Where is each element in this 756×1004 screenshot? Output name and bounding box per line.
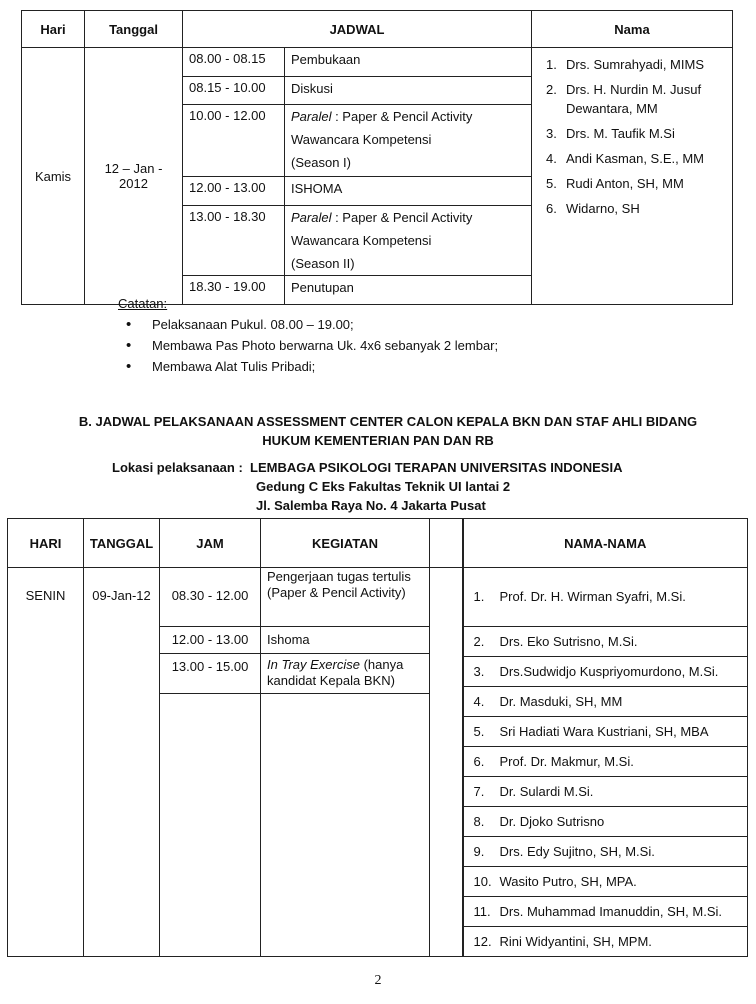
- kegiatan-line: Wawancara Kompetensi: [291, 233, 432, 248]
- jam-cell: 08.15 - 10.00: [183, 77, 285, 105]
- location-line: [112, 458, 622, 477]
- list-number: 2.: [473, 634, 485, 649]
- list-item: [464, 627, 748, 657]
- header-hari: HARI: [8, 519, 84, 568]
- jam-cell: 12.00 - 13.00: [160, 626, 261, 653]
- person-name: Wasito Putro, SH, MPA.: [499, 874, 637, 889]
- header-jam: JAM: [160, 519, 261, 568]
- list-number: 10.: [473, 874, 492, 889]
- section-title-line: B. JADWAL PELAKSANAAN ASSESSMENT CENTER CALON KEPALA BKN DAN STAF AHLI BIDANG: [78, 414, 698, 429]
- empty-cell: [160, 693, 261, 956]
- header-nama: Nama: [532, 11, 733, 48]
- notes-section: [118, 293, 498, 377]
- kegiatan-line: [291, 206, 525, 229]
- spacer-cell: [430, 568, 463, 957]
- page-number: 2: [374, 973, 382, 988]
- kegiatan-cell: Ishoma: [261, 626, 430, 653]
- location-label: Lokasi pelaksanaan :: [112, 460, 243, 475]
- person-name: Andi Kasman, S.E., MM: [566, 151, 705, 166]
- kegiatan-line: (Season I): [291, 155, 351, 170]
- nama-cell: [532, 48, 733, 305]
- table-row: [22, 48, 733, 77]
- header-jadwal: JADWAL: [183, 11, 532, 48]
- person-name: Drs. Sumrahyadi, MIMS: [566, 57, 704, 72]
- person-name: Dr. Djoko Sutrisno: [499, 814, 605, 829]
- kegiatan-cell: [285, 177, 532, 206]
- list-number: 2.: [546, 82, 557, 97]
- list-number: 4.: [473, 694, 485, 709]
- jam-cell: 13.00 - 15.00: [160, 654, 261, 694]
- person-name: Drs. Eko Sutrisno, M.Si.: [499, 634, 638, 649]
- list-item: [464, 807, 748, 837]
- list-number: 5.: [473, 724, 485, 739]
- kegiatan-line: [291, 105, 525, 128]
- kegiatan-text: : Paper & Pencil Activity: [331, 109, 473, 124]
- person-name: Sri Hadiati Wara Kustriani, SH, MBA: [499, 724, 709, 739]
- person-name: Dr. Sulardi M.Si.: [499, 784, 594, 799]
- list-number: 9.: [473, 844, 485, 859]
- list-number: 6.: [473, 754, 485, 769]
- kegiatan-cell: [285, 48, 532, 77]
- list-item: [464, 717, 748, 747]
- person-name: Prof. Dr. H. Wirman Syafri, M.Si.: [499, 589, 686, 604]
- empty-cell: [261, 693, 430, 956]
- kegiatan-line: (Season II): [291, 256, 355, 271]
- list-item: [546, 174, 726, 193]
- person-name: Widarno, SH: [566, 201, 640, 216]
- notes-list: [118, 314, 498, 377]
- person-name: Drs. Edy Sujitno, SH, M.Si.: [499, 844, 655, 859]
- nama-list: [538, 48, 726, 218]
- kegiatan-cell: [285, 206, 532, 276]
- list-item: [546, 124, 726, 143]
- list-item: [546, 55, 726, 74]
- jam-cell: 10.00 - 12.00: [183, 105, 285, 177]
- list-item: [464, 897, 748, 927]
- header-hari: Hari: [22, 11, 85, 48]
- tanggal-cell: 12 – Jan - 2012: [85, 48, 183, 305]
- section-b-heading: [0, 412, 756, 450]
- list-item: • Membawa Pas Photo berwarna Uk. 4x6 sebanyak 2 lembar;: [152, 335, 498, 356]
- kegiatan-text: Penutupan: [291, 280, 354, 295]
- list-number: 5.: [546, 176, 557, 191]
- kegiatan-cell: [285, 105, 532, 177]
- list-number: 1.: [546, 57, 557, 72]
- person-name: Drs. M. Taufik M.Si: [566, 126, 675, 141]
- list-item: [464, 687, 748, 717]
- kegiatan-line: Wawancara Kompetensi: [291, 132, 432, 147]
- location-block: [112, 458, 622, 515]
- list-item: [464, 867, 748, 897]
- list-item: [464, 568, 748, 627]
- list-item: [464, 927, 748, 956]
- table-header-row: [22, 11, 733, 48]
- person-name: Drs. H. Nurdin M. Jusuf Dewantara, MM: [566, 82, 702, 116]
- header-spacer: [430, 519, 463, 568]
- list-number: 8.: [473, 814, 485, 829]
- kegiatan-prefix: Paralel: [291, 109, 332, 124]
- person-name: Rudi Anton, SH, MM: [566, 176, 684, 191]
- kegiatan-text: (hanya kandidat Kepala BKN): [267, 657, 404, 689]
- list-number: 3.: [546, 126, 557, 141]
- kegiatan-cell: Pengerjaan tugas tertulis (Paper & Pencil Activity): [261, 568, 430, 627]
- header-kegiatan: KEGIATAN: [261, 519, 430, 568]
- list-number: 4.: [546, 151, 557, 166]
- header-nama: NAMA-NAMA: [463, 519, 748, 568]
- header-tanggal: TANGGAL: [84, 519, 160, 568]
- person-name: Drs. Muhammad Imanuddin, SH, M.Si.: [499, 904, 723, 919]
- list-number: 11.: [473, 904, 491, 919]
- schedule-table-kamis: [21, 10, 733, 305]
- location-line: Jl. Salemba Raya No. 4 Jakarta Pusat: [256, 498, 486, 513]
- hari-cell: Kamis: [22, 48, 85, 305]
- header-tanggal: Tanggal: [85, 11, 183, 48]
- nama-cell: [463, 568, 748, 957]
- list-number: 12.: [473, 934, 492, 949]
- jam-cell: 08.00 - 08.15: [183, 48, 285, 77]
- kegiatan-text: Pembukaan: [291, 52, 361, 67]
- list-item: [464, 657, 748, 687]
- tanggal-cell: 09-Jan-12: [84, 568, 160, 957]
- location-line: Gedung C Eks Fakultas Teknik UI lantai 2: [256, 479, 511, 494]
- kegiatan-text: Diskusi: [291, 81, 333, 96]
- list-item: [464, 837, 748, 867]
- kegiatan-text: : Paper & Pencil Activity: [331, 210, 473, 225]
- section-title-line: HUKUM KEMENTERIAN PAN DAN RB: [262, 433, 494, 448]
- list-number: 6.: [546, 201, 557, 216]
- list-item: [464, 747, 748, 777]
- notes-title: Catatan:: [118, 296, 168, 311]
- person-name: Dr. Masduki, SH, MM: [499, 694, 623, 709]
- jam-cell: 18.30 - 19.00: [183, 276, 285, 305]
- table-row: [8, 568, 748, 627]
- jam-cell: 08.30 - 12.00: [160, 568, 261, 627]
- list-item: [464, 777, 748, 807]
- kegiatan-text: ISHOMA: [291, 181, 343, 196]
- table-header-row: [8, 519, 748, 568]
- person-name: Drs.Sudwidjo Kuspriyomurdono, M.Si.: [499, 664, 719, 679]
- list-item: [546, 80, 726, 118]
- hari-cell: SENIN: [8, 568, 84, 957]
- list-item: • Membawa Alat Tulis Pribadi;: [152, 356, 498, 377]
- location-value: LEMBAGA PSIKOLOGI TERAPAN UNIVERSITAS INDONESIA: [250, 460, 623, 475]
- jam-cell: 12.00 - 13.00: [183, 177, 285, 206]
- person-name: Prof. Dr. Makmur, M.Si.: [499, 754, 634, 769]
- list-item: [546, 149, 726, 168]
- list-item: [546, 199, 726, 218]
- kegiatan-prefix: Paralel: [291, 210, 332, 225]
- kegiatan-cell: [285, 77, 532, 105]
- list-item: • Pelaksanaan Pukul. 08.00 – 19.00;: [152, 314, 498, 335]
- schedule-table-senin: [7, 518, 748, 957]
- jam-cell: 13.00 - 18.30: [183, 206, 285, 276]
- person-name: Rini Widyantini, SH, MPM.: [499, 934, 652, 949]
- list-number: 1.: [473, 589, 485, 604]
- list-number: 3.: [473, 664, 485, 679]
- kegiatan-italic: In Tray Exercise: [267, 657, 360, 673]
- kegiatan-cell: [261, 654, 430, 694]
- list-number: 7.: [473, 784, 485, 799]
